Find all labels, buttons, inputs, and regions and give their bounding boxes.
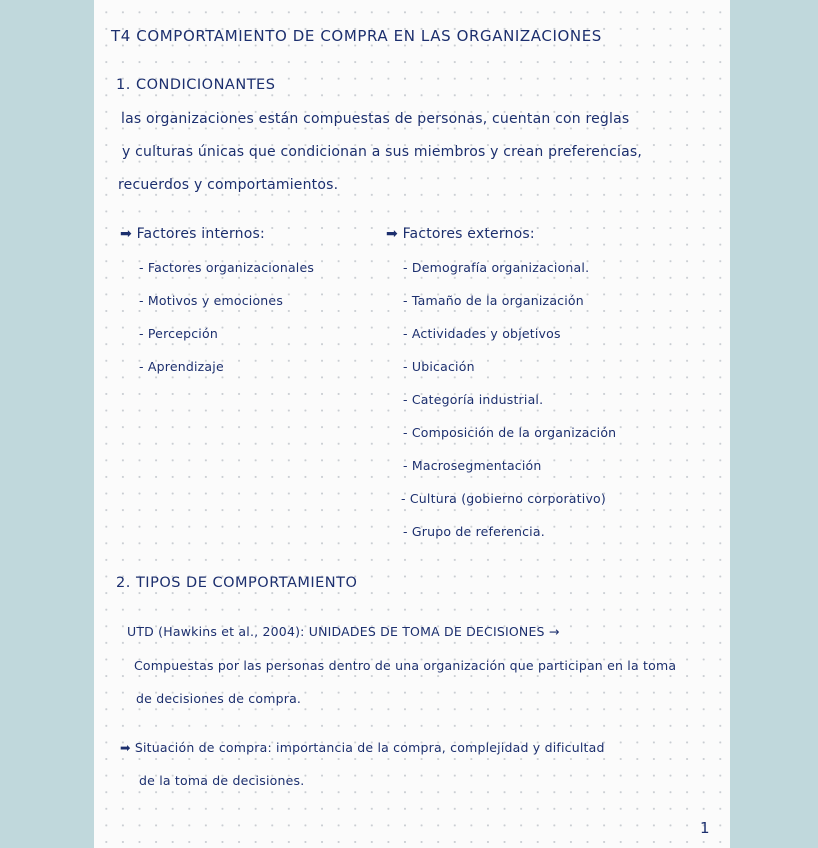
- external-factor-item: - Demografía organizacional.: [403, 260, 590, 275]
- external-factors-heading: ➡ Factores externos:: [386, 226, 535, 242]
- section-1-paragraph-line-2: y culturas únicas que condicionan a sus miembros y crean preferencias,: [122, 144, 643, 160]
- section-1-heading: 1. CONDICIONANTES: [116, 77, 276, 93]
- external-factor-item: - Cultura (gobierno corporativo): [401, 491, 606, 506]
- internal-factor-item: - Factores organizacionales: [139, 260, 315, 275]
- section-1-paragraph-line-1: las organizaciones están compuestas de personas, cuentan con reglas: [121, 111, 630, 127]
- utd-description-line-2: de decisiones de compra.: [136, 691, 302, 706]
- page-title: T4 COMPORTAMIENTO DE COMPRA EN LAS ORGANIZACIONES: [111, 27, 602, 45]
- external-factor-item: - Ubicación: [403, 359, 475, 374]
- external-factor-item: - Grupo de referencia.: [403, 524, 545, 539]
- external-factor-item: - Tamaño de la organización: [403, 293, 584, 308]
- notebook-page: [94, 0, 730, 848]
- external-factor-item: - Categoría industrial.: [403, 392, 544, 407]
- section-1-paragraph-line-3: recuerdos y comportamientos.: [118, 177, 339, 193]
- internal-factors-heading: ➡ Factores internos:: [120, 226, 265, 242]
- purchase-situation-line: ➡ Situación de compra: importancia de la compra, complejidad y dificultad: [120, 740, 605, 755]
- purchase-situation-continuation: de la toma de decisiones.: [139, 773, 305, 788]
- internal-factor-item: - Aprendizaje: [139, 359, 224, 374]
- external-factor-item: - Macrosegmentación: [403, 458, 542, 473]
- utd-line: UTD (Hawkins et al., 2004): UNIDADES DE TOMA DE DECISIONES →: [127, 624, 560, 639]
- section-2-heading: 2. TIPOS DE COMPORTAMIENTO: [116, 575, 358, 591]
- internal-factor-item: - Percepción: [139, 326, 218, 341]
- external-factor-item: - Actividades y objetivos: [403, 326, 561, 341]
- internal-factor-item: - Motivos y emociones: [139, 293, 284, 308]
- page-number: 1: [700, 819, 710, 837]
- external-factor-item: - Composición de la organización: [403, 425, 617, 440]
- utd-description-line-1: Compuestas por las personas dentro de una organización que participan en la toma: [134, 658, 677, 673]
